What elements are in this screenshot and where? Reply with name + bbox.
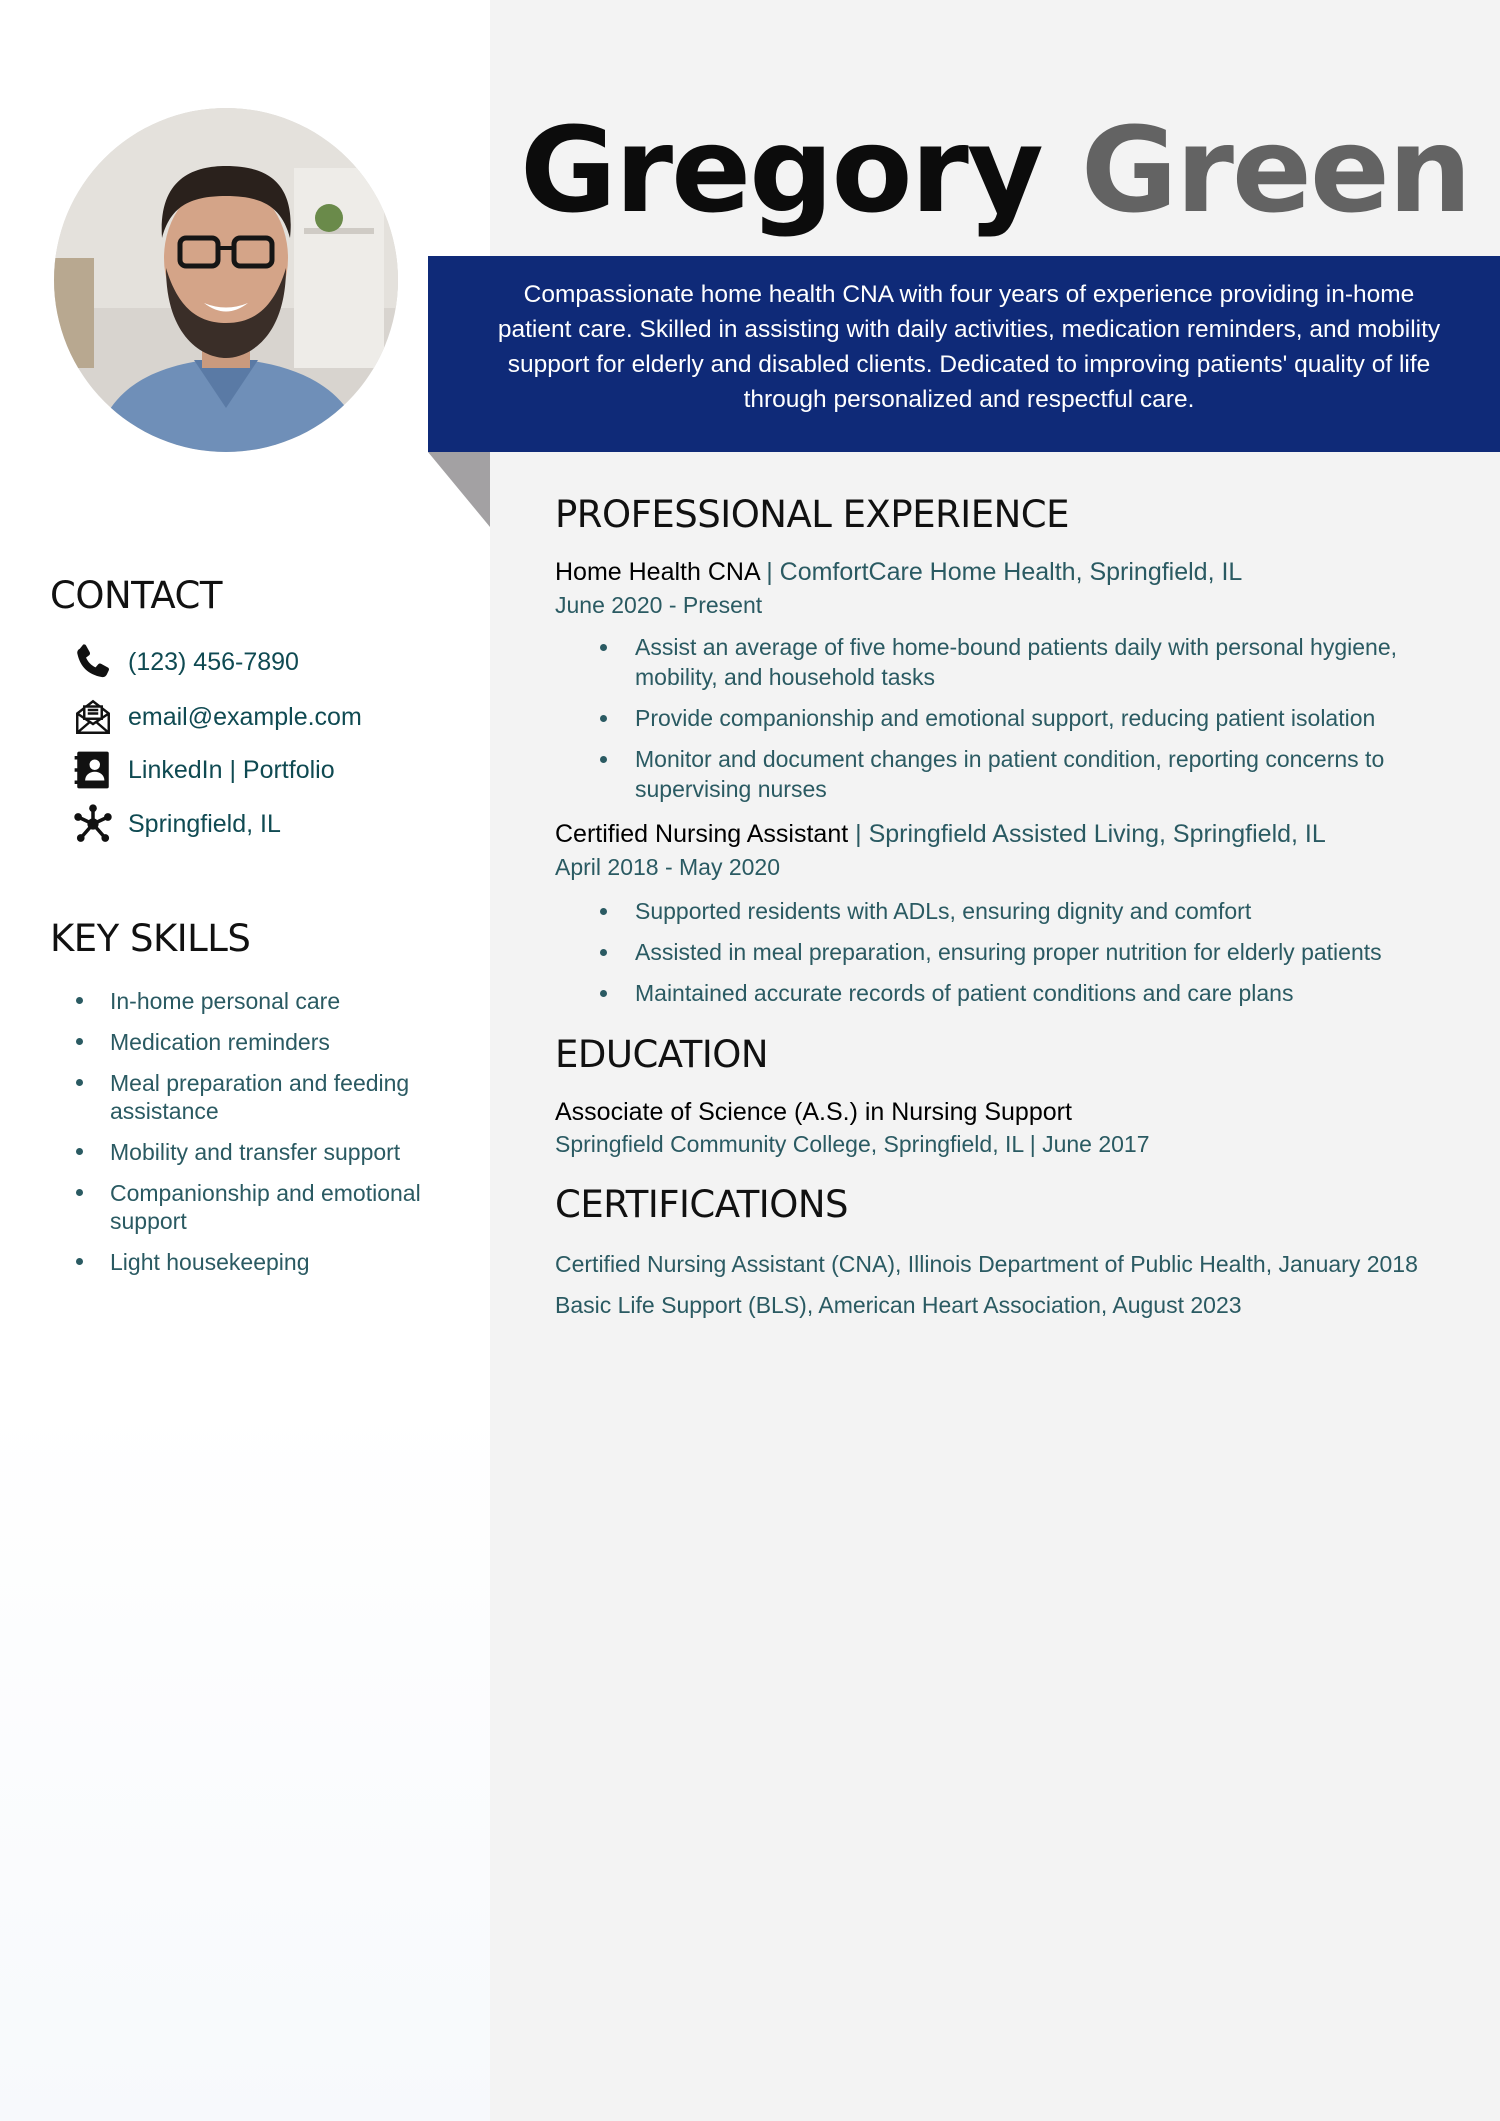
list-item: Maintained accurate records of patient conditions and care plans xyxy=(555,978,1455,1008)
list-item: Mobility and transfer support xyxy=(70,1138,450,1166)
education-heading: EDUCATION xyxy=(555,1033,769,1076)
contact-heading: CONTACT xyxy=(50,574,222,617)
skills-list xyxy=(70,987,450,1289)
job-2-dates: April 2018 - May 2020 xyxy=(555,854,781,880)
list-item: Companionship and emotional support xyxy=(70,1179,450,1235)
phone-text[interactable]: (123) 456-7890 xyxy=(128,647,299,676)
skills-heading: KEY SKILLS xyxy=(50,917,251,960)
links-text[interactable]: LinkedIn | Portfolio xyxy=(128,755,335,784)
list-item: Supported residents with ADLs, ensuring dignity and comfort xyxy=(555,896,1455,926)
job-1-org: | ComfortCare Home Health, Springfield, IL xyxy=(759,558,1243,586)
list-item: Meal preparation and feeding assistance xyxy=(70,1069,450,1125)
summary-text: Compassionate home health CNA with four years of experience providing in-home patient care. Skilled in assisting with daily activities, medication reminders, and mobility support for elderly and disabled clients. Dedicated to improving patients' quality of life through personalized and respectful care. xyxy=(497,281,1441,413)
list-item: Provide companionship and emotional support, reducing patient isolation xyxy=(555,703,1455,733)
contact-email xyxy=(68,693,362,741)
certification-item: Certified Nursing Assistant (CNA), Illinois Department of Public Health, January 2018 xyxy=(555,1251,1418,1277)
education-degree: Associate of Science (A.S.) in Nursing Support xyxy=(555,1098,1072,1126)
contact-location xyxy=(68,800,281,848)
list-item: Light housekeeping xyxy=(70,1248,450,1276)
contact-links xyxy=(68,746,335,794)
list-item: In-home personal care xyxy=(70,987,450,1015)
email-text[interactable]: email@example.com xyxy=(128,702,362,731)
list-item: Monitor and document changes in patient condition, reporting concerns to supervising nurses xyxy=(555,744,1455,804)
phone-icon xyxy=(68,640,118,684)
education-school: Springfield Community College, Springfield, IL | June 2017 xyxy=(555,1131,1150,1157)
contact-phone xyxy=(68,638,299,686)
job-1-dates: June 2020 - Present xyxy=(555,592,763,618)
job-1-title xyxy=(555,558,1242,587)
job-2-org: | Springfield Assisted Living, Springfield, IL xyxy=(848,820,1326,848)
job-2-duties xyxy=(555,896,1455,1019)
email-icon xyxy=(68,695,118,739)
candidate-name xyxy=(490,100,1500,242)
last-name: Green xyxy=(1080,101,1470,239)
certification-item: Basic Life Support (BLS), American Heart Association, August 2023 xyxy=(555,1292,1242,1318)
certifications-heading: CERTIFICATIONS xyxy=(555,1183,849,1226)
summary-banner xyxy=(428,256,1500,452)
list-item: Assist an average of five home-bound patients daily with personal hygiene, mobility, and household tasks xyxy=(555,632,1455,692)
job-1-duties xyxy=(555,632,1455,815)
list-item: Medication reminders xyxy=(70,1028,450,1056)
contact-card-icon xyxy=(68,748,118,792)
job-2-title xyxy=(555,820,1326,849)
avatar xyxy=(54,108,398,452)
banner-fold-decoration xyxy=(428,452,490,527)
job-1-position: Home Health CNA xyxy=(555,558,760,586)
network-icon xyxy=(68,802,118,846)
first-name: Gregory xyxy=(520,101,1042,239)
sidebar-fade xyxy=(0,1400,490,2121)
job-2-position: Certified Nursing Assistant xyxy=(555,820,849,848)
location-text: Springfield, IL xyxy=(128,809,281,838)
experience-heading: PROFESSIONAL EXPERIENCE xyxy=(555,493,1069,536)
list-item: Assisted in meal preparation, ensuring proper nutrition for elderly patients xyxy=(555,937,1455,967)
